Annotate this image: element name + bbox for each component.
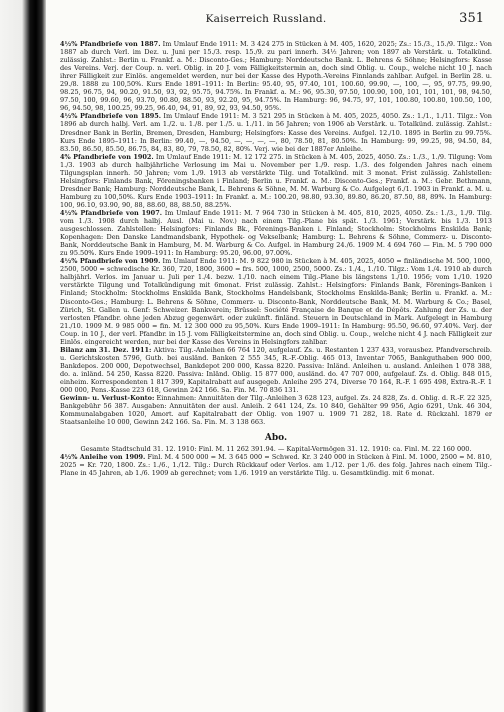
paragraph-abo-anleihe-1909 — [60, 453, 492, 477]
paragraph-pfandbriefe-1887 — [60, 40, 492, 112]
paragraph-pfandbriefe-1895 — [60, 112, 492, 152]
paragraph-lead: 4½% Pfandbriefe von 1895. — [60, 112, 162, 121]
section-heading-abo: Abo. — [264, 433, 288, 444]
running-title: Kaiserreich Russland. — [205, 13, 327, 25]
paragraph-gewinn-verlust — [60, 394, 492, 426]
paragraph-pfandbriefe-1907 — [60, 209, 492, 257]
paragraph-pfandbriefe-1909 — [60, 257, 492, 346]
paragraph-text: Finl. M. 4 500 000 = M. 3 645 000 = Schwed. Kr. 3 240 000 in Stücken à Finl. M. 1000, 2500 = M. 810, 2025 = Kr. 720, 1800. Zs.: 1./6., 1./12. Tilg.: Durch Rückkauf oder Verlos. am 1./12. per 1./6. des folg. Jahres nach einem Tilg.-Plane in 45 Jahren, ab 1./6. 1909 ab gerechnet; vom 1./6. 1919 an verstärkte Tilg. u. Gesamtkündig. mit 6 monat. — [60, 453, 492, 478]
paragraph-lead: 4½% Anleihe von 1909. — [60, 453, 146, 462]
paragraph-lead: Bilanz am 31. Dez. 1911: — [60, 345, 152, 354]
paragraph-lead: 4½% Pfandbriefe von 1909. — [60, 257, 161, 266]
paragraph-text: Im Umlauf Ende 1911: M. 12 172 275. in Stücken à M. 405, 2025, 4050. Zs.: 1./3., 1./9. Tilgung: Vom 1./3. 1903 ab durch halbjährliche Verlosung im Mai u. November per 1./9. resp. 1./3. des folgenden Jahres nach einem Tilgungsplan innerh. 50 Jahren; vom 1./9. 1913 ab verstärkte Tilg. und Totalkünd. mit 3 monat. Frist zulässig. Zahlstellen: Helsingfors: Finlands Bank, Föreningsbanken i Finland; Berlin u. Frankf. a. M.: Disconto-Ges.; Frankf. a. M.: Gebr. Bethmann, Dresdner Bank; Hamburg: Norddeutsche Bank, L. Behrens & Söhne, M. M. Warburg & Co. Aufgelegt 6./1. 1903 in Frankf. a. M. u. Hamburg zu 100,50%. Kurs Ende 1903–1911: In Frankf. a. M.: 100.20, 98.80, 93.30, 89.80, 86.20, 87.50, 88, 89%. In Hamburg: 100, 96.10, 93.90, 90, 88, 88.60, 88, 88.50, 88.25%. — [60, 152, 492, 209]
paragraph-text: Im Umlauf Ende 1911: M. 3 521 295 in Stücken à M. 405, 2025, 4050. Zs.: 1./1., 1./11. Tilgz.: Von 1896 ab durch halbj. Verl. am 1./2. u. 1./8. per 1./5. u. 1./11. in 56 Jahren; von 1906 ab Verstärk. u. Totalkünd. zulässig. Zahlst.: Dresdner Bank in Berlin, Bremen, Dresden, Hamburg; Helsingfors: Kasse des Vereins. Aufgel. 12./10. 1895 in Berlin zu 99.75%. Kurs Ende 1895–1911: In Berlin: 99.40, —, 94.50, —, —, —, —, 80, 78.50, 81, 80.50%. In Hamburg: 99, 99.25, 98, 94.50, 84, 83.50, 86.50, 85.50, 86.75, 84, 83, 80, 79, 78.50, 82, 80%. Verj. wie bei der 1887er Anleihe. — [60, 112, 492, 153]
paragraph-text: Aktiva: Tilg.-Anleihen 66 764 120, aufgelauf. Zs. u. Restanten 1 237 433, vorausbez. Pfandverschreib. u. Gerichtskosten 5796, Gutb. bei ausländ. Banken 2 555 345, R.-F.-Oblig. 465 013, Inventar 7065, Bankguthaben 900 000, Bankdepos. 200 000, Depotwechsel, Bankdepot 200 000, Kassa 8220. Passiva: Inländ. Anleihen u. ausland. Anleihen 1 078 388, do. a. inländ. 54 250, Kassa 8220. Passiva: Inländ. Oblig. 15 877 000, ausländ. do. 47 707 000, aufgelauf. Zs. d. Oblig. 848 015, einheim. Korrespondenten 1 817 399, Kapitalrabatt auf ausgegeb. Anleihe 295 274, Diverse 70 164, R.-F. 1 695 498, Extra-R.-F. 1 000 000, Pens.-Kasse 223 618, Gewinn 242 166. Sa. Fin. M. 70 836 131. — [60, 345, 492, 395]
page-number: 351 — [459, 11, 484, 26]
paragraph-text: Im Umlauf Ende 1911: M. 3 424 275 in Stücken à M. 405, 1620, 2025; Zs.: 15./3., 15./9. Tilgz.: Von 1887 ab durch Verl. im Dez. u. Juni per 15./3. resp. 15./9. zu pari innerh. 34½ Jahren; von 1897 ab Verstärk. u. Totalkünd. zulässig. Zahlst.: Berlin u. Frankf. a. M.: Disconto-Ges.; Hamburg: Norddeutsche Bank. L. Behrens & Söhne; Helsingfors: Kasse des Vereins. Verj. der Coup. n. verl. Oblig. in 20 J. vom Fälligkeitstermin an, doch sind Oblig. u. Coup., welche nicht 10 J. nach ihrer Fälligkeit zur Einlös. angemeldet werden, nur bei der Kasse des Hypoth.-Vereins Finnlands zahlbar. Aufgel. in Berlin 28. u. 29./8. 1888 zu 100,50%. Kurs Ende 1891–1911: In Berlin: 95.40, 95, 97.40, 101, 100.60, 99.90, —, 100, —, 95, 97.75, 99.90, 98.25, 96.75, 94, 90.20, 91.50, 93, 92, 95.75, 94.75%. In Frankf. a. M.: 96, 95.30, 97.50, 100.90, 100, 101, 101, 101, 98, 94.50, 97.50, 100, 99.60, 96, 93.70, 90.80, 88.50, 93, 92.20, 95, 94.75%. In Hamburg: 96, 94.75, 97, 101, 100.80, 100.80, 100.50, 100, 96, 94.50, 98, 100.25, 99.25, 96.40, 94, 91, 89, 92, 93, 94.50, 95%. — [60, 40, 492, 113]
paragraph-bilanz — [60, 346, 492, 394]
paragraph-lead: 4% Pfandbriefe von 1902. — [60, 152, 154, 161]
paragraph-lead: Gewinn- u. Verlust-Konto: — [60, 394, 155, 403]
paragraph-lead: 4½% Pfandbriefe von 1887. — [60, 40, 161, 48]
book-spine-gutter — [0, 0, 46, 712]
body-text — [60, 40, 492, 477]
paragraph-text: Einnahmen: Annuitäten der Tilg.-Anleihen 3 628 123, aufgel. Zs. 24 828, Zs. d. Oblig. d. R.-F. 22 325, Bankgebühr 56 387. Ausgaben: Annuitäten der ausl. Anleih. 2 641 124, Zs. 10 840, Gehälter 99 956, Agio 6291, Unk. 46 304, Kommunalabgaben 1020, Amort. auf Kapitalrabatt der Oblig. von 1907 u. 1909 71 282, 18. Rate d. Rückzahl. 1879 er Staatsanleihe 10 000, Gewinn 242 166. Sa. Fin. M. 3 138 663. — [60, 394, 492, 427]
page-header — [46, 13, 486, 29]
paragraph-lead: 4½% Pfandbriefe von 1907. — [60, 208, 162, 217]
paragraph-text: Im Umlauf Ende 1911: M. 9 822 980 in Stücken à M. 405, 2025, 4050 = finländische M. 500, 1000, 2500, 5000 = schwedische Kr. 360, 720, 1800, 3600 = frs. 500, 1000, 2500, 5000. Zs.: 1./4., 1./10. Tilgz.: Vom 1./4. 1910 ab durch halbjährl. Verlos. im Januar u. Juli per 1./4. bezw. 1./10. nach einem Tilg.-Plane bis längstens 1./10. 1956; vom 1./10. 1920 verstärkte Tilgung und Totalkündigung mit 6monat. Frist zulässig. Zahlst.: Helsingfors: Finlands Bank, Förenings-Banken i Finland; Stockholm: Stockholms Enskilda Bank, Stockholms Handelsbank, Stockholms Enskilda-Bank; Berlin u. Frankf. a. M.: Disconto-Ges.; Hamburg: L. Behrens & Söhne, Commerz- u. Disconto-Bank, Norddeutsche Bank, M. M. Warburg & Co.; Basel, Zürich, St. Gallen u. Genf: Schweizer. Bankverein; Brüssel: Société Française de Banque et de Dépôts. Zahlung der Zs. u. der verlosten Pfandbr. ohne jeden Abzug gegenwärt. oder zukünft. finländ. Steuern in Deutschland in Mark. Aufgelegt in Hamburg 21./10. 1909 M. 9 985 000 = fin. M. 12 300 000 zu 95,50%. Kurs Ende 1909–1911: In Hamburg: 95.50, 96.60, 97.40%. Verj. der Coup. in 10 J., der verl. Pfandbr. in 15 J. vom Fälligkeitstermine an, doch sind Oblig. u. Coup., welche nicht 4 J. nach Fälligkeit zur Einlös. eingereicht werden, nur bei der Kasse des Vereins in Helsingfors zahlbar. — [60, 257, 492, 346]
paragraph-pfandbriefe-1902 — [60, 153, 492, 209]
document-page — [46, 0, 504, 712]
paragraph-text: Im Umlauf Ende 1911: M. 7 964 730 in Stücken à M. 405, 810, 2025, 4050. Zs.: 1./3., 1./9. Tilg. vom 1./3. 1908 durch halbj. Ausl. (Mai u. Nov.) nach einem Tilg.-Plane bis spät. 1./3. 1961; Verstärk. bis 1./3. 1913 ausgeschlossen. Zahlstellen: Helsingfors: Finlands Bk., Förenings-Banken i. Finland; Stockholm: Stockholms Enskilda Bank; Kopenhagen: Den Danske Landmandsbank, Hypothek- og Vekselbank; Hamburg: L. Behrens & Söhne, Commerz- u. Disconto-Bank, Norddeutsche Bank in Hamburg, M. M. Warburg & Co. Aufgel. in Hamburg 24./6. 1909 M. 4 694 760 — Fin. M. 5 790 000 zu 95.50%. Kurs Ende 1909–1911: In Hamburg: 95.20, 96.00, 97.00%. — [60, 208, 492, 258]
abo-stadtschuld-line: Gesamte Stadtschuld 31. 12. 1910: Finl. M. 11 262 391.94. — Kapital-Vermögen 31. 12. 1910: ca. Finl. M. 22 160 000. — [80, 445, 472, 454]
